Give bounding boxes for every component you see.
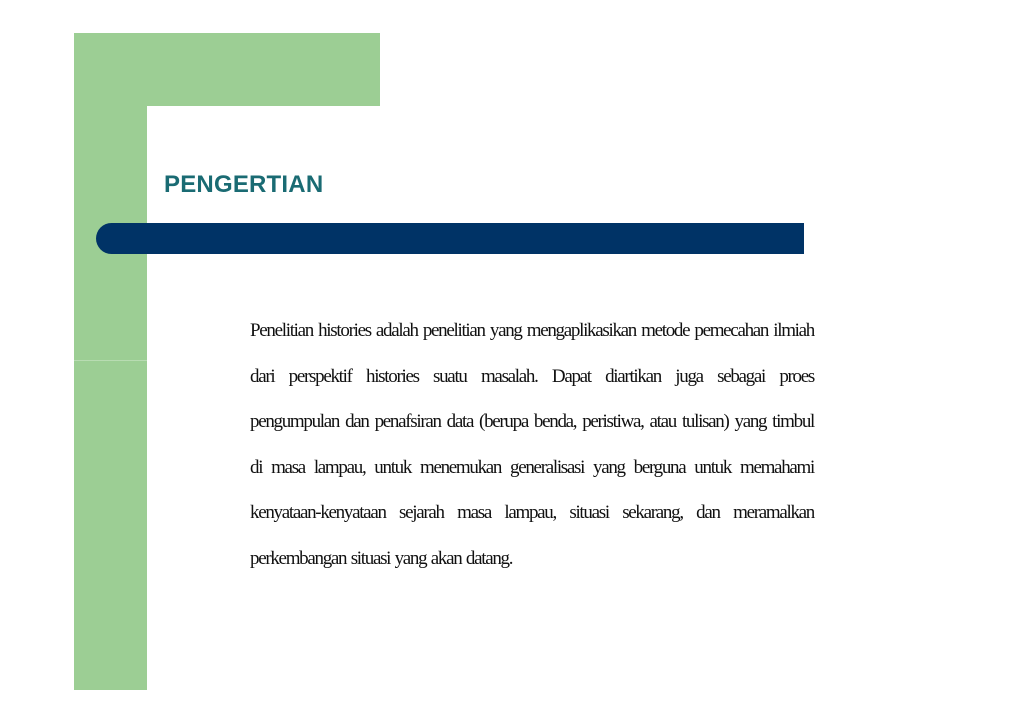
slide-body-text: Penelitian histories adalah penelitian yang mengaplikasikan metode pemecahan ilmiah dari perspektif histories suatu masalah. Dapat diartikan juga sebagai proes pengumpulan dan penafsiran data (berupa benda, peristiwa, atau tulisan) yang timbul di masa lampau, untuk menemukan generalisasi yang berguna untuk memahami kenyataan-kenyataan sejarah masa lampau, situasi sekarang, dan meramalkan perkembangan situasi yang akan datang. [250, 320, 814, 569]
decorative-green-left-strip [74, 33, 147, 690]
title-underline-bar [96, 223, 804, 254]
slide-title: PENGERTIAN [164, 171, 324, 198]
decorative-divider [74, 360, 147, 361]
